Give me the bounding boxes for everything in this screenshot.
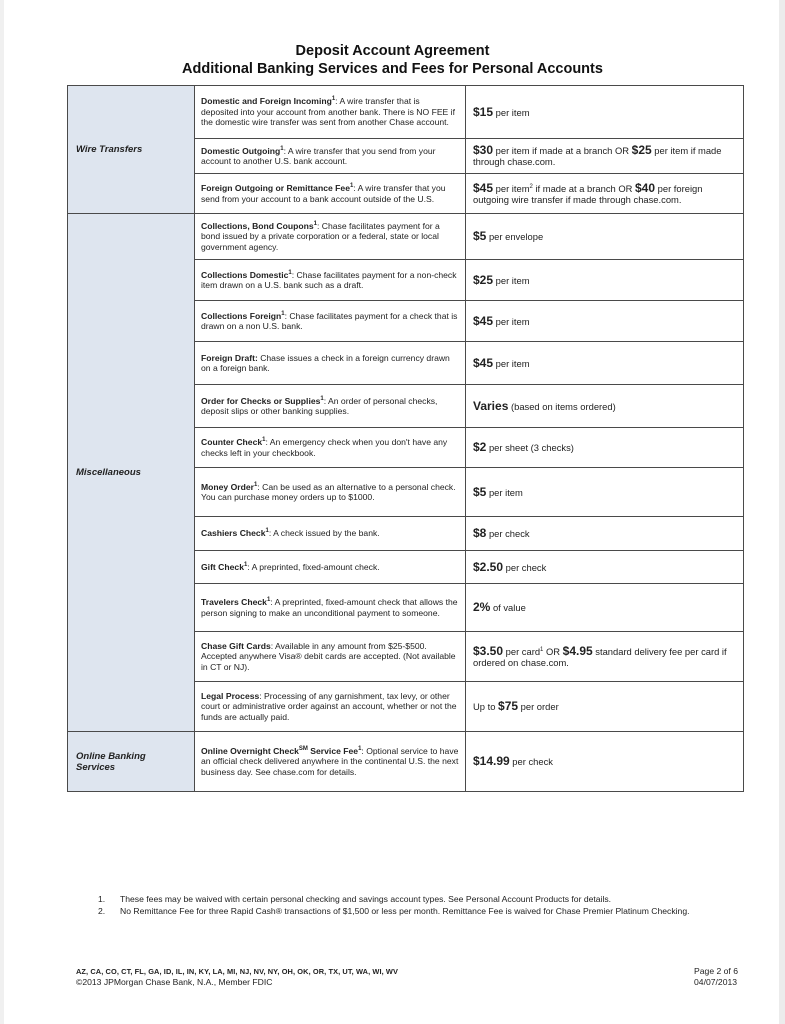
service-name: Foreign Outgoing or Remittance Fee [201,183,350,194]
fee-unit: per item if made at a branch OR [493,145,632,156]
fee-cell [466,139,744,174]
fee-unit: per item [493,357,530,369]
service-name: Collections Foreign [201,310,282,321]
service-description [195,174,466,214]
service-name: Cashiers Check [201,528,266,539]
service-detail: : A wire transfer that you send from your account to a bank account outside of the U.S. [201,183,446,204]
service-description [195,301,466,342]
footnotes [98,894,708,918]
service-detail: : A preprinted, fixed-amount check. [247,561,380,572]
service-mark: SM [298,746,308,753]
fee-cell [466,174,744,214]
fee-unit: per item [493,106,530,118]
footnote-ref: 1 [349,183,354,190]
fee-footnote-ref: 2 [529,183,533,190]
footnote-ref: 1 [331,96,336,103]
fee-cell [466,682,744,732]
fees-table [67,85,744,792]
service-detail: : A wire transfer that you send from your account to another U.S. bank account. [201,145,436,166]
footnote-ref: 1 [243,561,248,568]
service-detail: : Chase facilitates payment for a non-check item drawn on a U.S. bank such as a draft. [201,269,457,290]
fee-cell [466,468,744,517]
fee-amount: $45 [473,180,494,195]
service-description [195,139,466,174]
fee-prefix: Up to [473,701,499,712]
scan-edge-right [779,0,785,1024]
fee-amount: $25 [473,272,494,287]
footer-copyright: ©2013 JPMorgan Chase Bank, N.A., Member FDIC [76,977,273,987]
service-description [195,260,466,301]
footnote-ref: 1 [266,597,271,604]
fee-amount-alt: $25 [631,143,652,157]
fee-unit: per item [493,274,530,286]
scan-edge-left [0,0,4,1024]
table-row [68,214,744,260]
service-detail: : Chase facilitates payment for a bond issued by a private corporation or a federal, state or local government agency. [201,220,440,252]
service-name: Domestic Outgoing [201,145,281,156]
service-name: Online Overnight Check [201,745,299,756]
fee-amount: 2% [473,600,491,614]
fee-amount-alt: $40 [635,180,656,195]
fee-cell [466,260,744,301]
fee-unit: per sheet (3 checks) [486,442,574,453]
fee-cell [466,385,744,428]
service-description [195,86,466,139]
fee-unit: per envelope [486,231,544,242]
fee-unit: per order [518,701,559,712]
service-description [195,428,466,468]
fee-unit-alt: per foreign outgoing wire transfer if made through chase.com. [473,182,703,205]
service-description [195,468,466,517]
fee-amount: $2.50 [473,559,504,574]
fee-amount: $3.50 [473,643,504,658]
category-cell: Wire Transfers [68,86,195,214]
fee-unit: per item [493,182,530,194]
footnote-number: 1. [98,894,106,904]
fee-amount-alt: $4.95 [562,643,593,658]
footnote [98,894,708,905]
fee-amount: Varies [473,398,509,413]
footnote-ref: 1 [358,746,362,753]
fee-cell [466,428,744,468]
footer-right [694,966,738,988]
service-description [195,584,466,632]
document-subtitle: Additional Banking Services and Fees for Personal Accounts [182,61,603,77]
fee-unit: per check [486,528,530,539]
page-number: Page 2 of 6 [694,966,738,976]
fee-unit: per check [509,756,553,767]
footer-left [76,966,398,988]
service-detail: : An emergency check when you don't have any checks left in your checkbook. [201,437,448,458]
fee-amount: $8 [473,526,487,540]
fee-connector: OR [543,645,563,657]
service-detail: : Chase facilitates payment for a check that is drawn on a non U.S. bank. [201,310,458,331]
fee-cell [466,584,744,632]
service-detail: : Optional service to have an official check delivered anywhere in the continental U.S. the next business day. See chase.com for details. [201,745,459,777]
document-date: 04/07/2013 [694,977,738,987]
footnote-ref: 1 [262,437,266,444]
fee-cell [466,517,744,551]
fee-unit: per item [493,315,530,327]
fee-footnote-ref: 1 [540,646,544,653]
service-description [195,342,466,385]
footnote [98,906,708,917]
service-name: Collections Domestic [201,269,289,280]
service-description [195,214,466,260]
fee-unit: of value [490,602,526,613]
service-detail: : Available in any amount from $25-$500. Accepted anywhere Visa® debit cards are accepted. (Not available in CT or NJ). [201,640,456,672]
fee-amount: $45 [473,313,494,328]
service-name: Gift Check [201,561,244,572]
service-detail: : An order of personal checks, deposit slips or other banking supplies. [201,395,438,416]
footer-states: AZ, CA, CO, CT, FL, GA, ID, IL, IN, KY, LA, MI, NJ, NV, NY, OH, OK, OR, TX, UT, WA, WI, WV [76,967,399,976]
service-name: Order for Checks or Supplies [201,395,321,406]
service-detail: Chase issues a check in a foreign currency drawn on a foreign bank. [201,352,450,373]
service-name: Counter Check [201,437,263,448]
fee-cell [466,342,744,385]
service-detail: : Can be used as an alternative to a personal check. You can purchase money orders up to $1000. [201,481,456,502]
category-cell: Online Banking Services [68,732,195,792]
fee-unit-alt: standard delivery fee per card if ordered on chase.com. [473,645,727,668]
service-name-rest: Service Fee [307,745,359,756]
footnote-ref: 1 [254,481,258,488]
service-description [195,385,466,428]
table-row [68,86,744,139]
service-description [195,682,466,732]
fee-cell [466,632,744,682]
service-detail: : A preprinted, fixed-amount check that allows the person signing to make an unconditional payment to someone. [201,597,458,618]
fee-amount: $75 [498,699,519,713]
fee-cell [466,86,744,139]
footnote-text: No Remittance Fee for three Rapid Cash® transactions of $1,500 or less per month. Remittance Fee is waived for Chase Premier Platinum Checking. [120,906,690,916]
table-row [68,732,744,792]
footnote-ref: 1 [320,395,324,402]
fee-unit: (based on items ordered) [508,400,616,412]
fee-connector: if made at a branch OR [532,182,635,194]
fee-unit: per card [503,645,541,657]
fee-amount: $14.99 [473,754,510,768]
footnote-ref: 1 [265,528,269,535]
fee-cell [466,551,744,584]
service-detail: : Processing of any garnishment, tax levy, or other court or administrative order against an account, whether or not the funds are actually paid. [201,690,457,722]
service-description [195,517,466,551]
fee-amount: $45 [473,355,494,370]
service-description [195,551,466,584]
service-name: Money Order [201,481,255,492]
footnote-number: 2. [98,906,106,916]
service-name: Collections, Bond Coupons [201,220,314,231]
fee-amount: $30 [473,143,494,157]
category-cell: Miscellaneous [68,214,195,732]
service-description [195,632,466,682]
service-name: Domestic and Foreign Incoming [201,96,332,107]
footnote-ref: 1 [313,221,318,228]
fee-unit: per check [503,561,547,573]
fee-unit-alt: per item if made through chase.com. [473,145,722,167]
fee-cell [466,301,744,342]
fee-amount: $5 [473,484,487,499]
footnote-ref: 1 [288,269,292,276]
fee-cell [466,214,744,260]
document-header [0,42,785,78]
service-detail: : A check issued by the bank. [268,528,380,539]
service-description [195,732,466,792]
fee-unit: per item [486,486,523,498]
footnote-ref: 1 [280,145,284,152]
footnote-ref: 1 [281,310,285,317]
footnote-text: These fees may be waived with certain personal checking and savings account types. See Personal Account Products for details. [120,894,612,904]
service-name: Foreign Draft: [201,352,258,363]
fee-cell [466,732,744,792]
fee-amount: $15 [473,104,494,119]
service-name: Legal Process [201,690,260,701]
service-name: Chase Gift Cards [201,640,271,651]
service-detail: : A wire transfer that is deposited into your account from another bank. There is NO FEE if the domestic wire transfer was sent from another Chase account. [201,96,455,128]
fee-amount: $2 [473,440,487,454]
service-name: Travelers Check [201,597,267,608]
document-title: Deposit Account Agreement [295,43,490,59]
fee-amount: $5 [473,229,487,243]
